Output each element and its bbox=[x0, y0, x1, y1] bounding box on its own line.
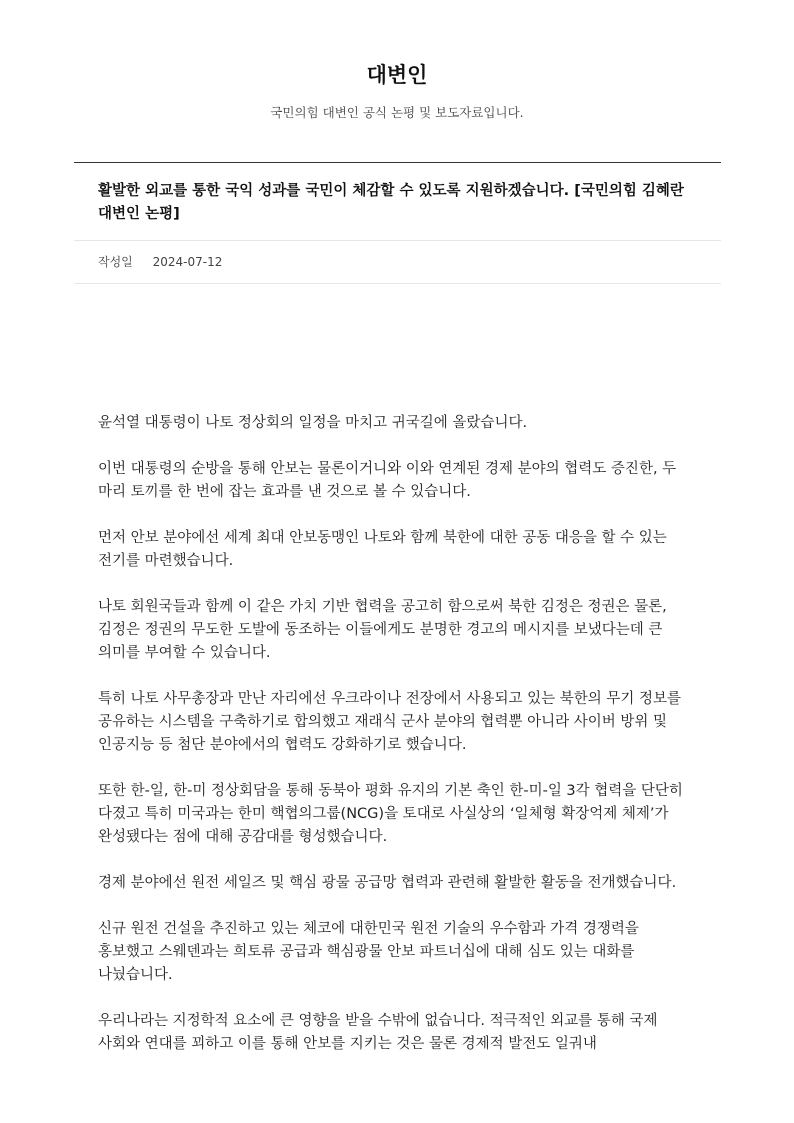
site-title: 대변인 bbox=[366, 63, 428, 87]
paragraph: 신규 원전 건설을 추진하고 있는 체코에 대한민국 원전 기술의 우수함과 가격 경쟁력을 홍보했고 스웨덴과는 희토류 공급과 핵심광물 안보 파트너십에 대해 심도 있는 대화를 나눴습니다. bbox=[98, 921, 639, 983]
paragraph: 우리나라는 지정학적 요소에 큰 영향을 받을 수밖에 없습니다. 적극적인 외교를 통해 국제 사회와 연대를 꾀하고 이를 통해 안보를 지키는 것은 물론 경제적 발전도 일궈내 bbox=[98, 1013, 658, 1052]
paragraph: 특히 나토 사무총장과 만난 자리에선 우크라이나 전장에서 사용되고 있는 북한의 무기 정보를 공유하는 시스템을 구축하기로 합의했고 재래식 군사 분야의 협력뿐 아니라 사이버 방위 및 인공지능 등 첨단 분야에서의 협력도 강화하기로 했습니다. bbox=[98, 691, 681, 753]
date-label: 작성일 bbox=[98, 255, 133, 269]
paragraph: 나토 회원국들과 함께 이 같은 가치 기반 협력을 공고히 함으로써 북한 김정은 정권은 물론, 김정은 정권의 무도한 도발에 동조하는 이들에게도 분명한 경고의 메시지를 보냈다는데 큰 의미를 부여할 수 있습니다. bbox=[98, 599, 667, 661]
title-divider bbox=[74, 240, 721, 241]
page-header bbox=[0, 60, 794, 122]
paragraph: 먼저 안보 분야에선 세계 최대 안보동맹인 나토와 함께 북한에 대한 공동 대응을 할 수 있는 전기를 마련했습니다. bbox=[98, 530, 667, 569]
header-divider bbox=[74, 162, 721, 163]
post-meta bbox=[98, 253, 222, 271]
paragraph: 윤석열 대통령이 나토 정상회의 일정을 마치고 귀국길에 올랐습니다. bbox=[98, 415, 528, 431]
article-body bbox=[98, 412, 698, 1079]
meta-divider bbox=[74, 283, 721, 284]
post-date: 2024-07-12 bbox=[152, 255, 223, 269]
paragraph: 경제 분야에선 원전 세일즈 및 핵심 광물 공급망 협력과 관련해 활발한 활동을 전개했습니다. bbox=[98, 875, 677, 891]
site-subtitle: 국민의힘 대변인 공식 논평 및 보도자료입니다. bbox=[270, 105, 524, 120]
paragraph: 또한 한-일, 한-미 정상회담을 통해 동북아 평화 유지의 기본 축인 한-미-일 3각 협력을 단단히 다졌고 특히 미국과는 한미 핵협의그룹(NCG)을 토대로 사실상의 ‘일체형 확장억제 체제’가 완성됐다는 점에 대해 공감대를 형성했습니다. bbox=[98, 783, 683, 845]
paragraph: 이번 대통령의 순방을 통해 안보는 물론이거니와 이와 연계된 경제 분야의 협력도 증진한, 두 마리 토끼를 한 번에 잡는 효과를 낸 것으로 볼 수 있습니다. bbox=[98, 461, 677, 500]
post-title: 활발한 외교를 통한 국익 성과를 국민이 체감할 수 있도록 지원하겠습니다. [국민의힘 김혜란 대변인 논평] bbox=[98, 183, 684, 222]
